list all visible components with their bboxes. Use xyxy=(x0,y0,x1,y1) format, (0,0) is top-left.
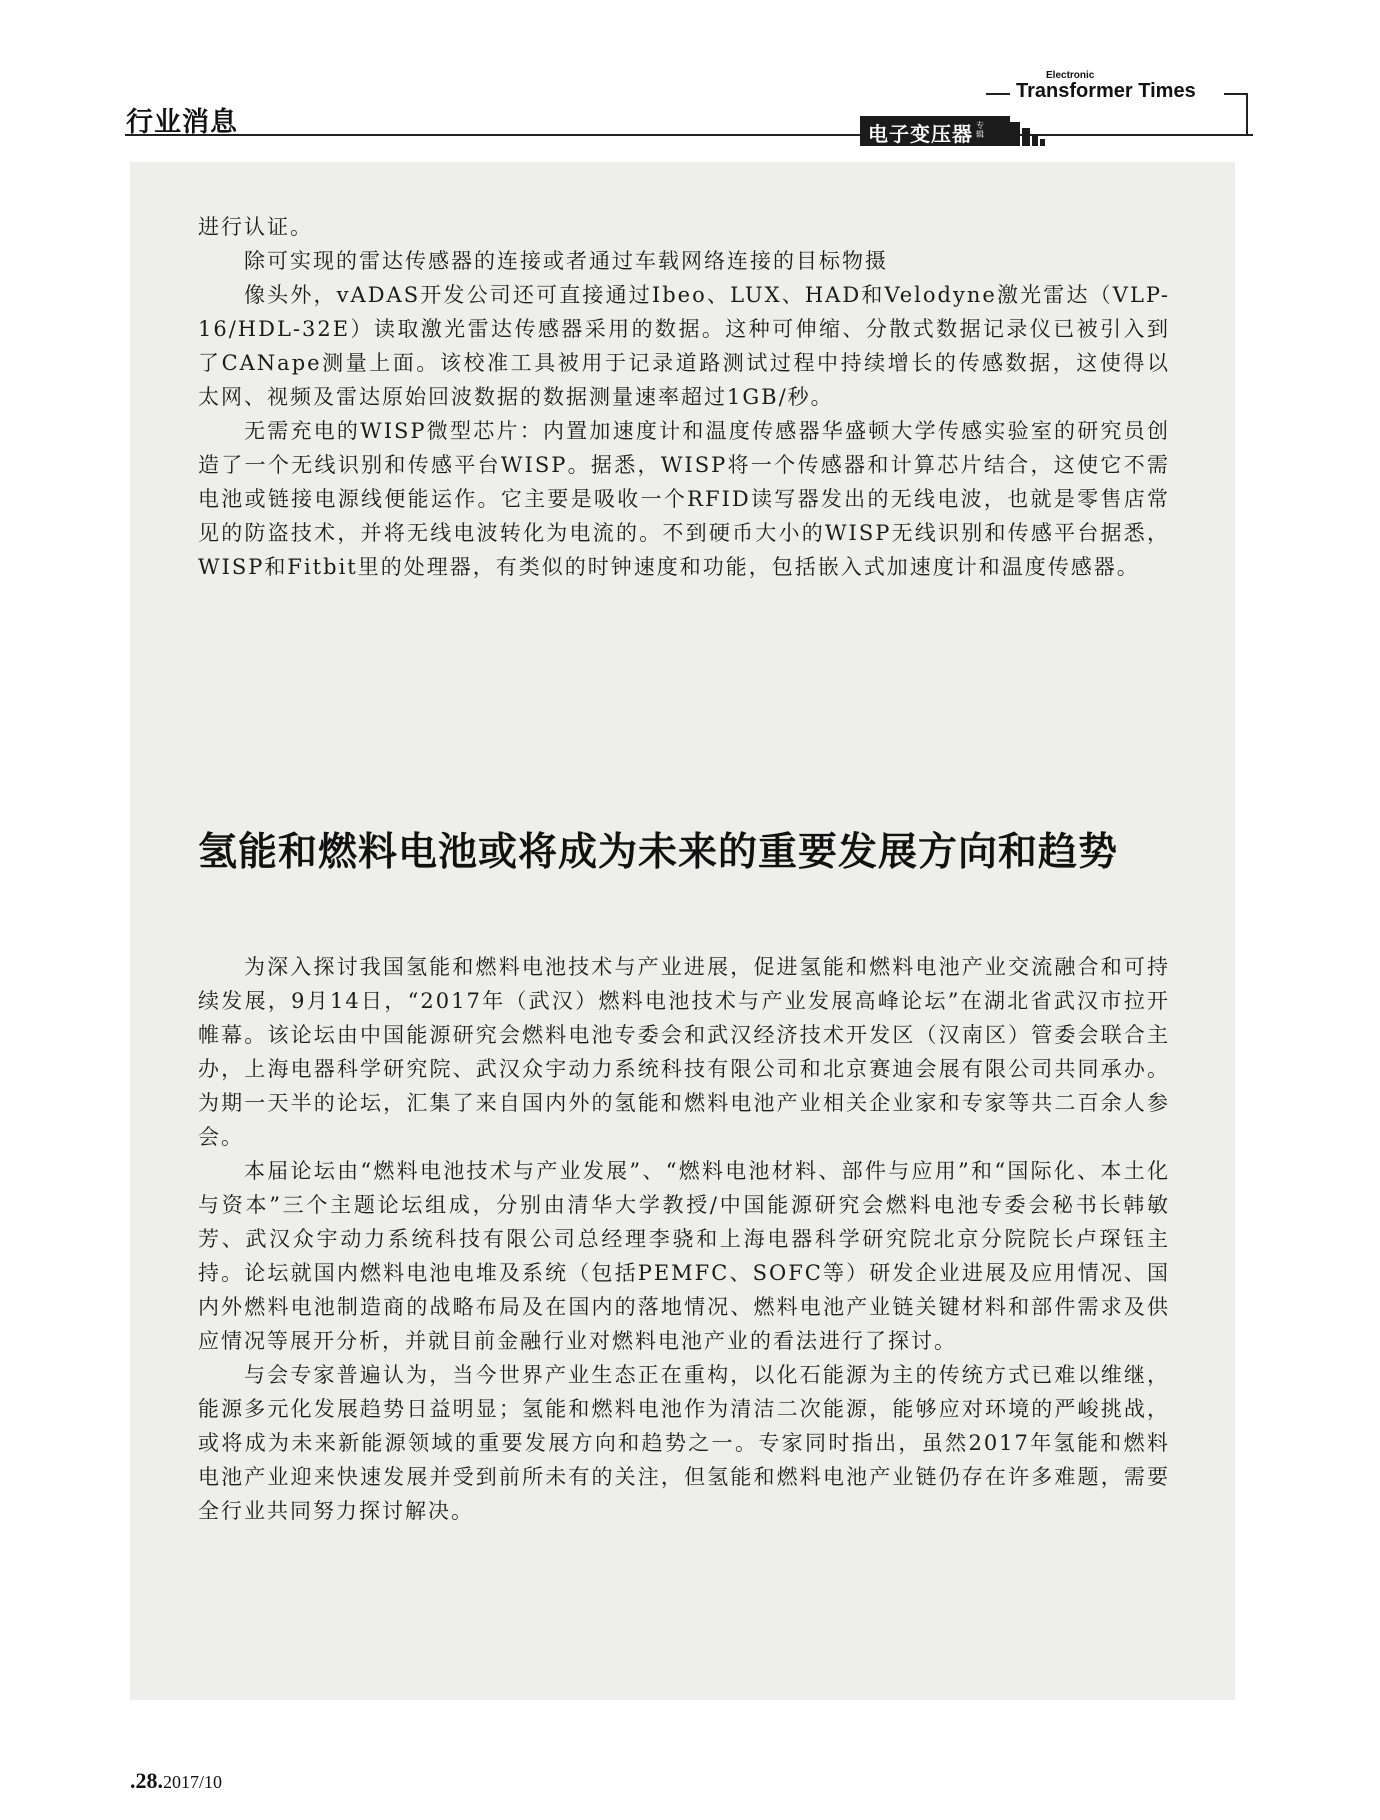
brand-logo xyxy=(860,116,1010,146)
issue-date: 2017/10 xyxy=(163,1772,223,1792)
page-footer xyxy=(130,1768,222,1794)
paragraph: 本届论坛由“燃料电池技术与产业发展”、“燃料电池材料、部件与应用”和“国际化、本土化与资本”三个主题论坛组成，分别由清华大学教授/中国能源研究会燃料电池专委会秘书长韩敏芳、武汉众宇动力系统科技有限公司总经理李骁和上海电器科学研究院北京分院院长卢琛钰主持。论坛就国内燃料电池电堆及系统（包括PEMFC、SOFC等）研发企业进展及应用情况、国内外燃料电池制造商的战略布局及在国内的落地情况、燃料电池产业链关键材料和部件需求及供应情况等展开分析，并就目前金融行业对燃料电池产业的看法进行了探讨。 xyxy=(198,1159,1170,1353)
paragraph: 为深入探讨我国氢能和燃料电池技术与产业进展，促进氢能和燃料电池产业交流融合和可持续发展，9月14日，“2017年（武汉）燃料电池技术与产业发展高峰论坛”在湖北省武汉市拉开帷幕。该论坛由中国能源研究会燃料电池专委会和武汉经济技术开发区（汉南区）管委会联合主办，上海电器科学研究院、武汉众宇动力系统科技有限公司和北京赛迪会展有限公司共同承办。为期一天半的论坛，汇集了来自国内外的氢能和燃料电池产业相关企业家和专家等共二百余人参会。 xyxy=(198,955,1170,1149)
masthead-dash-right xyxy=(1224,93,1248,95)
paragraph: 无需充电的WISP微型芯片：内置加速度计和温度传感器华盛顿大学传感实验室的研究员创造了一个无线识别和传感平台WISP。据悉，WISP将一个传感器和计算芯片结合，这使它不需电池或链接电源线便能运作。它主要是吸收一个RFID读写器发出的无线电波，也就是零售店常见的防盗技术，并将无线电波转化为电流的。不到硬币大小的WISP无线识别和传感平台据悉，WISP和Fitbit里的处理器，有类似的时钟速度和功能，包括嵌入式加速度计和温度传感器。 xyxy=(198,419,1170,579)
section-label: 行业消息 xyxy=(126,107,238,138)
paragraph: 与会专家普遍认为，当今世界产业生态正在重构，以化石能源为主的传统方式已难以维继，能源多元化发展趋势日益明显；氢能和燃料电池作为清洁二次能源，能够应对环境的严峻挑战，或将成为未来新能源领域的重要发展方向和趋势之一。专家同时指出，虽然2017年氢能和燃料电池产业迎来快速发展并受到前所未有的关注，但氢能和燃料电池产业链仍存在许多难题，需要全行业共同努力探讨解决。 xyxy=(198,1363,1170,1523)
magazine-masthead xyxy=(986,70,1246,110)
paragraph: 除可实现的雷达传感器的连接或者通过车载网络连接的目标物摄 xyxy=(244,249,888,273)
page-number: .28. xyxy=(130,1768,163,1793)
page-header xyxy=(0,0,1380,160)
article-title: 氢能和燃料电池或将成为未来的重要发展方向和趋势 xyxy=(198,829,1119,875)
article-continuation xyxy=(198,210,1170,584)
masthead-bracket xyxy=(1246,93,1248,135)
article-hydrogen-fuel-cell xyxy=(198,822,1170,1528)
paragraph: 像头外，vADAS开发公司还可直接通过Ibeo、LUX、HAD和Velodyne激光雷达（VLP-16/HDL-32E）读取激光雷达传感器采用的数据。这种可伸缩、分散式数据记录仪已被引入到了CANape测量上面。该校准工具被用于记录道路测试过程中持续增长的传感数据，这使得以太网、视频及雷达原始回波数据的数据测量速率超过1GB/秒。 xyxy=(198,283,1170,409)
content-panel xyxy=(130,162,1235,1700)
header-rule xyxy=(125,134,1253,136)
brand-logo-steps xyxy=(1010,116,1050,146)
brand-logo-subtext: 专辑 xyxy=(976,121,984,139)
masthead-small-text: Electronic xyxy=(1046,70,1095,81)
paragraph: 进行认证。 xyxy=(198,215,313,239)
masthead-title: Transformer Times xyxy=(1016,80,1196,102)
brand-logo-text: 电子变压器 xyxy=(868,122,973,146)
